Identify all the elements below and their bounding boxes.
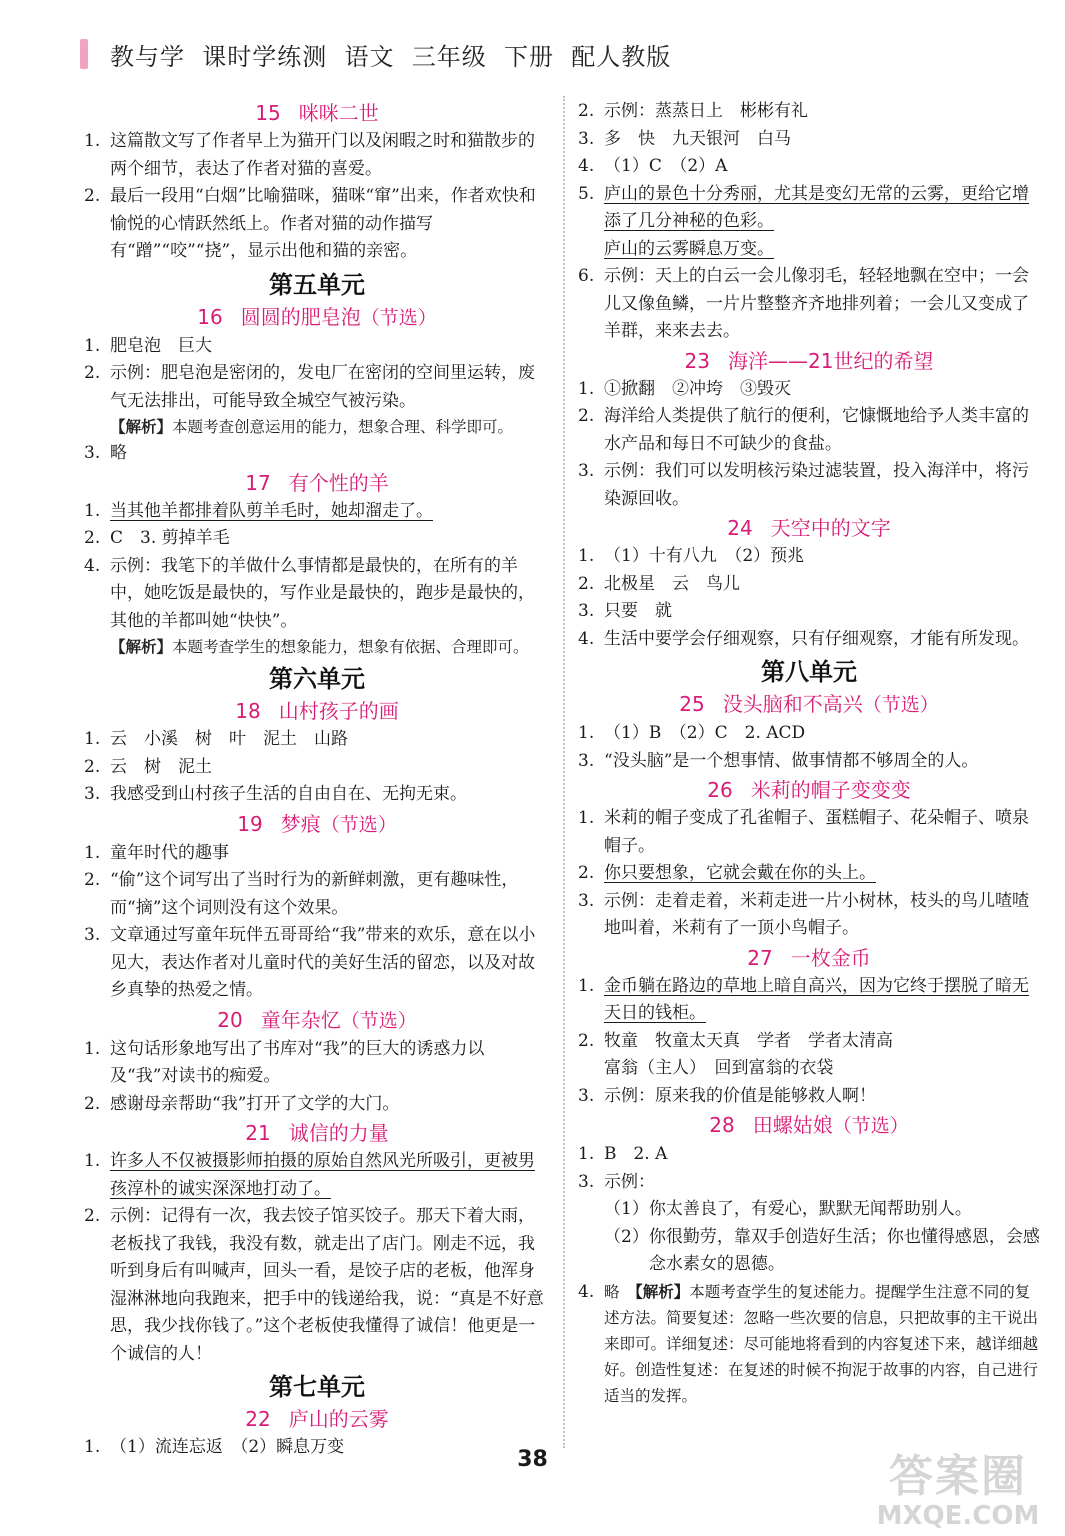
unit-title-5: 第五单元: [269, 270, 365, 299]
answer-item: 4. 略 【解析】本题考查学生的复述能力。提醒学生注意不同的复述方法。简要复述：忽略一些次要的信息，只把故事的主干说出来即可。详细复述：尽可能地将看到的内容复述下来，越详细越好。创造性复述：在复述的时候不拘泥于故事的内容，自己进行适当的发挥。: [578, 1281, 1039, 1405]
answer-item: 3. 文章通过写童年玩伴五哥哥给“我”带来的欢乐，意在以小见大，表达作者对儿童时代的美好生活的留恋，以及对故乡真挚的热爱之情。: [84, 925, 536, 1000]
answer-item: 2. “偷”这个词写出了当时行为的新鲜刺激，更有趣味性，而“摘”这个词则没有这个效果。: [84, 870, 519, 918]
answer-item: 1. 这句话形象地写出了书库对“我”的巨大的诱惑力以及“我”对读书的痴爱。: [84, 1038, 485, 1086]
answer-subitem: （2） 你很勤劳，靠双手创造好生活；你也懂得感恩，会感念水素女的恩德。: [604, 1226, 1040, 1274]
answer-item: 3. “没头脑”是一个想事情、做事情都不够周全的人。: [578, 750, 979, 771]
answer-item: 2. 牧童 牧童太天真 学者 学者太清高: [578, 1030, 893, 1051]
lesson-title-15: 15 咪咪二世: [255, 101, 379, 125]
analysis-note: 【解析】本题考查学生的想象能力，想象有依据、合理即可。: [110, 638, 529, 656]
answer-item: 2. 最后一段用“白烟”比喻猫咪，猫咪“窜”出来，作者欢快和愉悦的心情跃然纸上。作者对猫的动作描写有“蹭”“咬”“挠”，显示出他和猫的亲密。: [84, 186, 536, 261]
answer-item: 6. 示例：天上的白云一会儿像羽毛，轻轻地飘在空中；一会儿又像鱼鳞，一片片整整齐齐地排列着；一会儿又变成了羊群，来来去去。: [578, 266, 1029, 341]
answer-item: 4. 示例：我笔下的羊做什么事情都是最快的，在所有的羊中，她吃饭是最快的，写作业是最快的，跑步是最快的，其他的羊都叫她“快快”。: [84, 555, 535, 631]
lesson-title-16: 16 圆圆的肥皂泡（节选）: [197, 304, 437, 329]
answer-item: 1. 当其他羊都排着队剪羊毛时，她却溜走了。: [84, 500, 433, 521]
lesson-title-27: 27 一枚金币: [747, 945, 871, 970]
answer-subline: 富翁（主人） 回到富翁的衣袋: [604, 1058, 834, 1078]
answer-item: 5. 庐山的景色十分秀丽，尤其是变幻无常的云雾，更给它增添了几分神秘的色彩。: [578, 183, 1029, 231]
lesson-title-22: 22 庐山的云雾: [245, 1407, 389, 1431]
answer-subline: 庐山的云雾瞬息万变。: [604, 238, 774, 259]
analysis-note: 【解析】本题考查创意运用的能力，想象合理、科学即可。: [110, 418, 514, 436]
answer-subitem: （1） 你太善良了，有爱心，默默无闻帮助别人。: [604, 1199, 972, 1219]
answer-item: 3. 多 快 九天银河 白马: [578, 128, 791, 149]
answer-item: 2. 海洋给人类提供了航行的便利，它慷慨地给予人类丰富的水产品和每日不可缺少的食盐。: [578, 406, 1029, 454]
lesson-title-19: 19 梦痕（节选）: [237, 811, 397, 836]
answer-item: 3. 示例：我们可以发明核污染过滤装置，投入海洋中，将污染源回收。: [578, 461, 1029, 509]
answer-item: 1. 云 小溪 树 叶 泥土 山路: [84, 729, 348, 749]
watermark-logo: 答案圈 MXQE.COM: [876, 1451, 1040, 1531]
lesson-title-23: 23 海洋——21世纪的希望: [684, 348, 934, 373]
lesson-title-26: 26 米莉的帽子变变变: [707, 778, 911, 802]
answer-item: 1. 童年时代的趣事: [84, 842, 229, 863]
answer-item: 3. 略: [84, 443, 127, 463]
answer-item: 2. 云 树 泥土: [84, 756, 212, 777]
answer-item: 1. （1）流连忘返 （2）瞬息万变: [84, 1437, 345, 1457]
unit-title-6: 第六单元: [269, 665, 365, 693]
answer-item: 1. B 2. A: [578, 1144, 668, 1164]
answer-item: 2. 示例：肥皂泡是密闭的，发电厂在密闭的空间里运转，废气无法排出，可能导致全城空气被污染。: [84, 363, 535, 411]
page-number: 38: [517, 1447, 548, 1472]
right-column: [578, 98, 1040, 1409]
lesson-title-20: 20 童年杂忆（节选）: [217, 1007, 417, 1032]
header-title: 教与学 课时学练测 语文 三年级 下册 配人教版: [110, 42, 672, 71]
answer-item: 3. 我感受到山村孩子生活的自由自在、无拘无束。: [84, 784, 467, 804]
answer-item: 1. 这篇散文写了作者早上为猫开门以及闲暇之时和猫散步的两个细节，表达了作者对猫的喜爱。: [84, 131, 535, 179]
answer-item: 2. 感谢母亲帮助“我”打开了文学的大门。: [84, 1093, 400, 1114]
answer-item: 3. 示例：: [578, 1171, 655, 1192]
answer-item: 3. 示例：原来我的价值是能够救人啊！: [578, 1085, 876, 1106]
lesson-title-24: 24 天空中的文字: [727, 516, 891, 540]
answer-item: 4. 生活中要学会仔细观察，只有仔细观察，才能有所发现。: [578, 628, 1029, 649]
answer-item: 3. 示例：走着走着，米莉走进一片小树林，枝头的鸟儿喳喳地叫着，米莉有了一顶小鸟帽子。: [578, 890, 1029, 938]
answer-item: 2. 示例：记得有一次，我去饺子馆买饺子。那天下着大雨，老板找了我钱，我没有数，就走出了店门。刚走不远，我听到身后有叫喊声，回头一看，是饺子店的老板，他浑身湿淋淋地向我跑来，把手中的钱递给我，说：“真是不好意思，我少找你钱了。”这个老板使我懂得了诚信！他更是一个诚信的人！: [84, 1206, 544, 1364]
answer-item: 1. ①掀翻 ②冲垮 ③毁灭: [578, 378, 791, 399]
unit-title-7: 第七单元: [269, 1373, 365, 1401]
lesson-title-28: 28 田螺姑娘（节选）: [709, 1113, 909, 1137]
answer-item: 4. （1）C （2）A: [578, 156, 728, 176]
lesson-title-18: 18 山村孩子的画: [235, 699, 399, 723]
unit-title-8: 第八单元: [761, 658, 857, 686]
left-column: [84, 98, 550, 1462]
answer-item: 2. C 3. 剪掉羊毛: [84, 528, 230, 548]
page-header: [80, 30, 671, 78]
answer-item: 1. （1）十有八九 （2）预兆: [578, 546, 805, 566]
answer-item: 2. 示例：蒸蒸日上 彬彬有礼: [578, 101, 808, 121]
answer-item: 2. 你只要想象，它就会戴在你的头上。: [578, 863, 876, 883]
lesson-title-21: 21 诚信的力量: [245, 1121, 389, 1145]
lesson-title-17: 17 有个性的羊: [245, 470, 389, 495]
column-divider: [563, 96, 565, 1448]
answer-item: 1. （1）B （2）C 2. ACD: [578, 723, 806, 743]
answer-item: 1. 米莉的帽子变成了孔雀帽子、蛋糕帽子、花朵帽子、喷泉帽子。: [578, 808, 1029, 856]
answer-item: 2. 北极星 云 鸟儿: [578, 573, 740, 594]
header-accent-bar: [80, 39, 88, 69]
answer-item: 1. 许多人不仅被摄影师拍摄的原始自然风光所吸引，更被男孩淳朴的诚实深深地打动了。: [84, 1151, 535, 1199]
answer-item: 3. 只要 就: [578, 601, 672, 621]
answer-item: 1. 金币躺在路边的草地上暗自高兴，因为它终于摆脱了暗无天日的钱柜。: [578, 975, 1029, 1023]
answer-item: 1. 肥皂泡 巨大: [84, 335, 212, 356]
lesson-title-25: 25 没头脑和不高兴（节选）: [679, 692, 939, 716]
